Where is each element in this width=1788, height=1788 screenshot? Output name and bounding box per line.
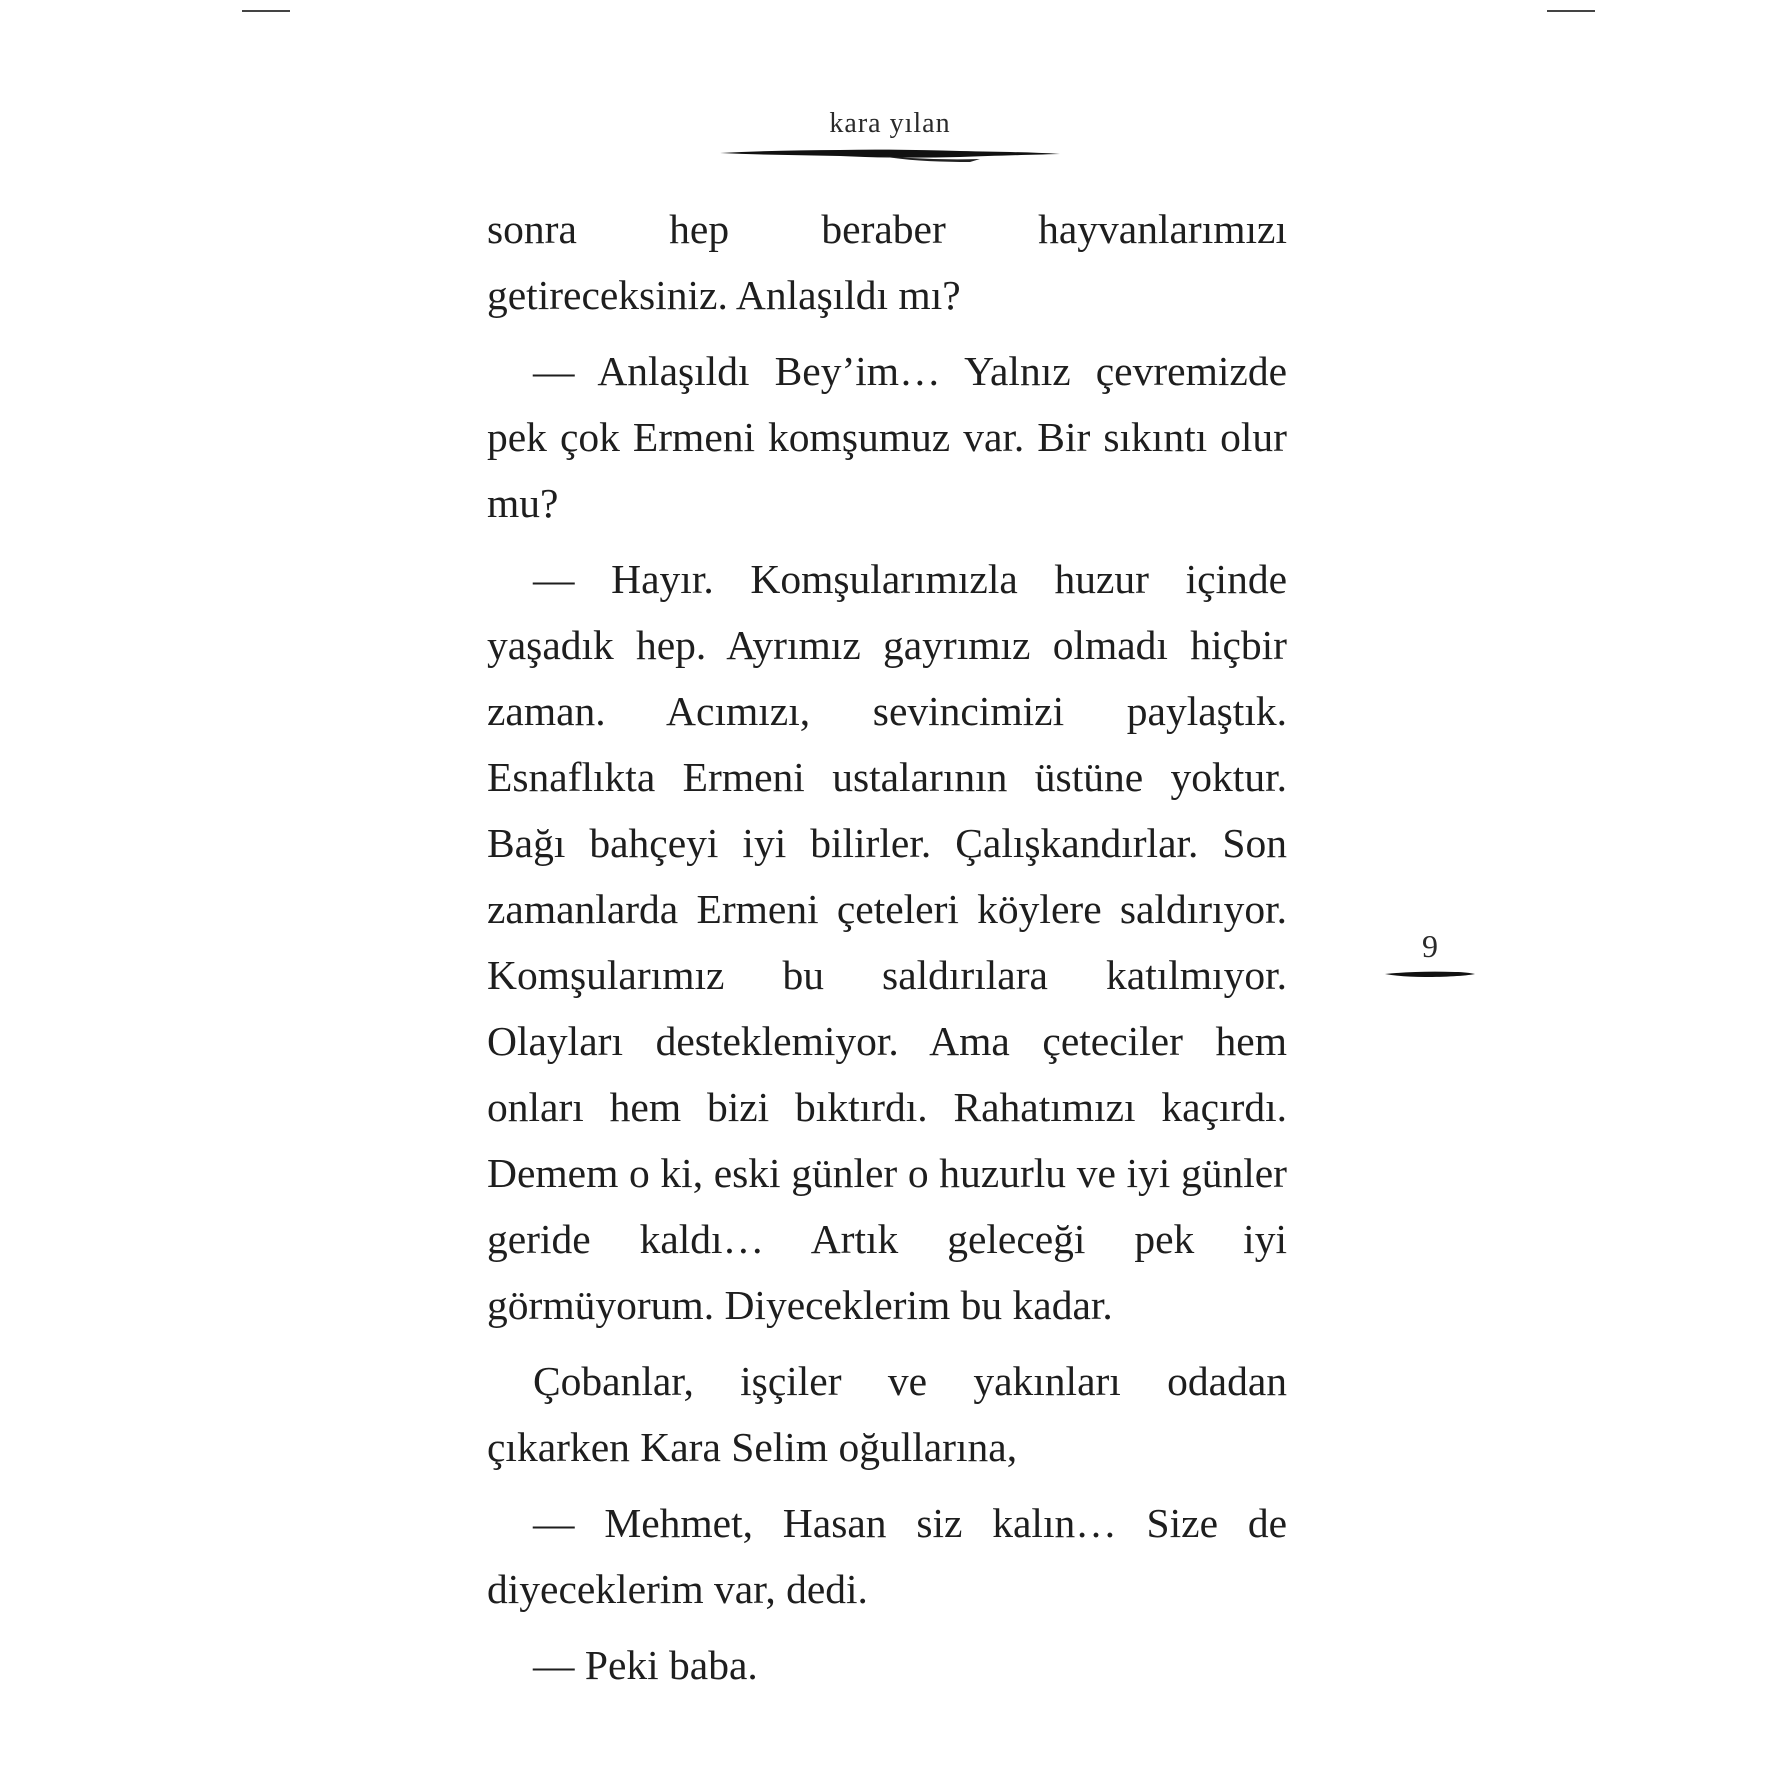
page-number: 9 [1422, 928, 1438, 964]
paragraph-1: sonra hep beraber hayvanlarımızı getireceksiniz. Anlaşıldı mı? [487, 206, 1287, 318]
page-number-brush-rule [1385, 966, 1475, 982]
paragraph-5: — Mehmet, Hasan siz kalın… Size de diyeceklerim var, dedi. [487, 1500, 1287, 1612]
page-number-block [1385, 928, 1475, 988]
paragraph-3: — Hayır. Komşularımızla huzur içinde yaşadık hep. Ayrımız gayrımız olmadı hiçbir zaman. Acımızı, sevincimizi paylaştık. Esnaflıkta Ermeni ustalarının üstüne yoktur. Bağı bahçeyi iyi bilirler. Çalışkandırlar. Son zamanlarda Ermeni çeteleri köylere saldırıyor. Komşularımız bu saldırılara katılmıyor. Olayları desteklemiyor. Ama çeteciler hem onları hem bizi bıktırdı. Rahatımızı kaçırdı. Demem o ki, eski günler o huzurlu ve iyi günler geride kaldı… Artık geleceği pek iyi görmüyorum. Diyeceklerim bu kadar. [487, 556, 1287, 1328]
body-text [487, 196, 1287, 1708]
running-head: kara yılan [829, 108, 951, 139]
crop-mark-left [242, 10, 290, 12]
crop-mark-right [1547, 10, 1595, 12]
paragraph-6: — Peki baba. [533, 1642, 758, 1688]
running-head-brush-rule [720, 144, 1060, 164]
paragraph-4: Çobanlar, işçiler ve yakınları odadan çıkarken Kara Selim oğullarına, [487, 1358, 1287, 1470]
paragraph-2: — Anlaşıldı Bey’im… Yalnız çevremizde pek çok Ermeni komşumuz var. Bir sıkıntı olur mu? [487, 348, 1287, 526]
